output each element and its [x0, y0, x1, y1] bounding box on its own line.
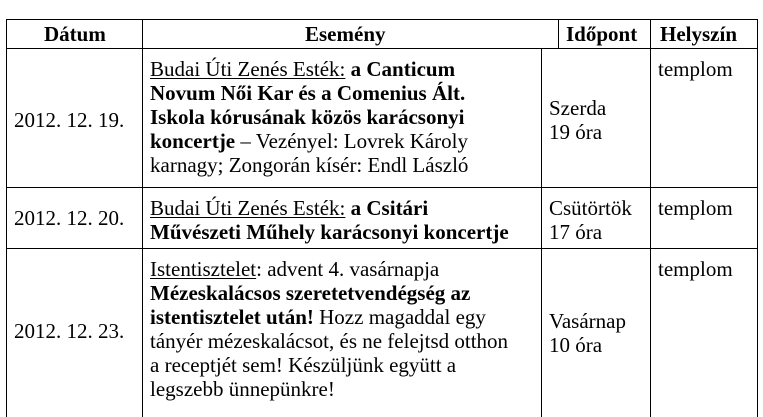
row-time-day: Szerda: [549, 96, 607, 120]
event-highlight: a Canticum: [345, 57, 456, 81]
event-highlight: Iskola kórusának közös karácsonyi: [150, 105, 465, 129]
header-time: Időpont: [566, 22, 638, 46]
event-text: – Vezényel: Lovrek Károly: [235, 129, 469, 153]
row-place: templom: [658, 257, 733, 281]
row-place: templom: [658, 196, 733, 220]
event-line: [150, 81, 468, 105]
event-line: [150, 129, 468, 153]
event-line: [150, 105, 468, 129]
row-event: [150, 257, 508, 401]
event-line: [150, 305, 508, 329]
event-line: [150, 353, 508, 377]
row-place: templom: [658, 57, 733, 81]
column-divider: [541, 48, 542, 417]
event-text: a receptjét sem! Készüljünk együtt a: [150, 353, 457, 377]
event-category: Budai Úti Zenés Esték:: [150, 57, 346, 81]
event-highlight: Művészeti Műhely karácsonyi koncertje: [150, 220, 509, 244]
event-highlight: Mézeskalácsos szeretetvendégség az: [150, 281, 471, 305]
event-text: karnagy; Zongorán kísér: Endl László: [150, 153, 469, 177]
row-time-day: Vasárnap: [549, 309, 626, 333]
header-place: Helyszín: [660, 22, 737, 46]
row-time-hour: 10 óra: [549, 333, 603, 357]
column-divider: [142, 19, 143, 417]
event-text: legszebb ünnepünkre!: [150, 377, 335, 401]
row-time-hour: 19 óra: [549, 120, 603, 144]
event-category: Budai Úti Zenés Esték:: [150, 196, 346, 220]
column-divider: [650, 19, 651, 417]
event-line: [150, 153, 468, 177]
table-border-top: [6, 19, 758, 20]
row-event: [150, 196, 509, 244]
event-highlight: koncertje: [150, 129, 236, 153]
header-divider: [6, 48, 758, 49]
event-text: tányér mézeskalácsot, és ne felejtsd otthon: [150, 329, 509, 353]
event-text: : advent 4. vasárnapja: [256, 257, 440, 281]
event-line: [150, 196, 509, 220]
header-date: Dátum: [44, 22, 106, 46]
event-line: [150, 377, 508, 401]
row-time-day: Csütörtök: [549, 196, 632, 220]
event-line: [150, 281, 508, 305]
row-date: 2012. 12. 20.: [14, 206, 125, 230]
event-text: Hozz magaddal egy: [313, 305, 486, 329]
event-highlight: a Csitári: [345, 196, 429, 220]
event-line: [150, 57, 468, 81]
event-category: Istentisztelet: [150, 257, 257, 281]
event-line: [150, 257, 508, 281]
table-border-left: [6, 19, 7, 417]
row-event: [150, 57, 468, 177]
event-line: [150, 329, 508, 353]
row-divider: [6, 187, 758, 188]
event-line: [150, 220, 509, 244]
row-date: 2012. 12. 23.: [14, 319, 125, 343]
event-highlight: istentisztelet után!: [150, 305, 314, 329]
table-border-right: [757, 19, 758, 417]
row-time-hour: 17 óra: [549, 220, 603, 244]
row-date: 2012. 12. 19.: [14, 108, 125, 132]
row-divider: [6, 248, 758, 249]
column-divider: [558, 19, 559, 48]
header-event: Esemény: [305, 22, 386, 46]
event-highlight: Novum Női Kar és a Comenius Ált.: [150, 81, 466, 105]
